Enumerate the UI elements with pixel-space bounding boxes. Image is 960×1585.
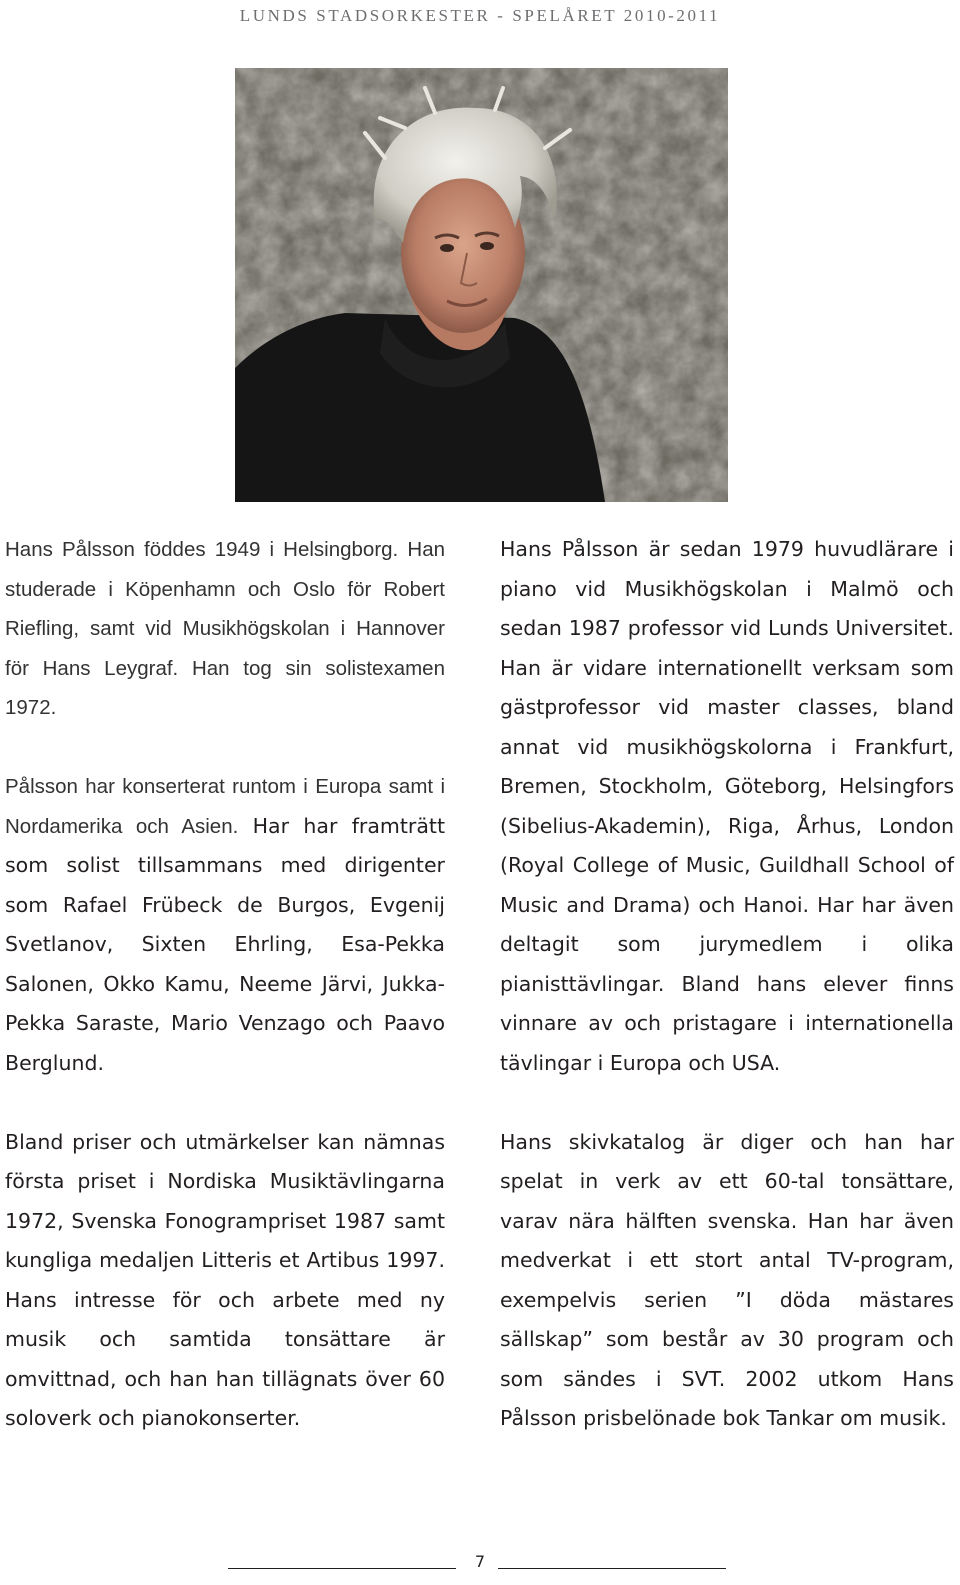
left-column bbox=[5, 530, 445, 1439]
footer-rule-right bbox=[498, 1568, 726, 1569]
paragraph-awards: Bland priser och utmärkelser kan nämnas första priset i Nordiska Musiktävlingarna 1972, Svenska Fonogrampriset 1987 samt kungliga medaljen Litteris et Artibus 1997. Hans intresse för och arbete med ny musik och samtida tonsättare är omvittnad, och han han tillägnats över 60 soloverk och pianokonserter. bbox=[5, 1129, 445, 1430]
paragraph-recordings: Hans skivkatalog är diger och han har spelat in verk av ett 60-tal tonsättare, varav nära hälften svenska. Han har även medverkat i ett stort antal TV-program, exempelvis serien ”I döda mästares sällskap” som består av 30 program och som sändes i SVT. 2002 utkom Hans Pålsson prisbelönade bok Tankar om musik. bbox=[500, 1129, 954, 1430]
paragraph-concerts-body: Har har framträtt som solist tillsammans med dirigenter som Rafael Frübeck de Burgos, Evgenij Svetlanov, Sixten Ehrling, Esa-Pekka Salonen, Okko Kamu, Neeme Järvi, Jukka-Pekka Saraste, Mario Venzago och Paavo Berglund. bbox=[5, 813, 445, 1075]
right-column bbox=[500, 530, 954, 1439]
footer-rule-left bbox=[228, 1568, 456, 1569]
paragraph-concerts bbox=[5, 767, 445, 1083]
paragraph-concerts-lead: Pålsson har konserterat runtom i Europa samt i Nordamerika och Asien. bbox=[5, 775, 445, 838]
running-header: LUNDS STADSORKESTER - SPELÅRET 2010-2011 bbox=[239, 6, 721, 25]
portrait-illustration bbox=[235, 68, 728, 502]
paragraph-teaching: Hans Pålsson är sedan 1979 huvudlärare i piano vid Musikhögskolan i Malmö och sedan 1987 professor vid Lunds Universitet. Han är vidare internationellt verksam som gästprofessor vid master classes, bland annat vid musikhögskolorna i Frankfurt, Bremen, Stockholm, Göteborg, Helsingfors (Sibelius-Akademin), Riga, Århus, London (Royal College of Music, Guildhall School of Music and Drama) och Hanoi. Har har även deltagit som jurymedlem i olika pianisttävlingar. Bland hans elever finns vinnare av och pristagare i internationella tävlingar i Europa och USA. bbox=[500, 537, 954, 1075]
page-number: 7 bbox=[474, 1552, 486, 1571]
portrait-photo bbox=[235, 68, 728, 502]
paragraph-birth: Hans Pålsson föddes 1949 i Helsingborg. Han studerade i Köpenhamn och Oslo för Robert Riefling, samt vid Musikhögskolan i Hannover för Hans Leygraf. Han tog sin solistexamen 1972. bbox=[5, 538, 445, 719]
